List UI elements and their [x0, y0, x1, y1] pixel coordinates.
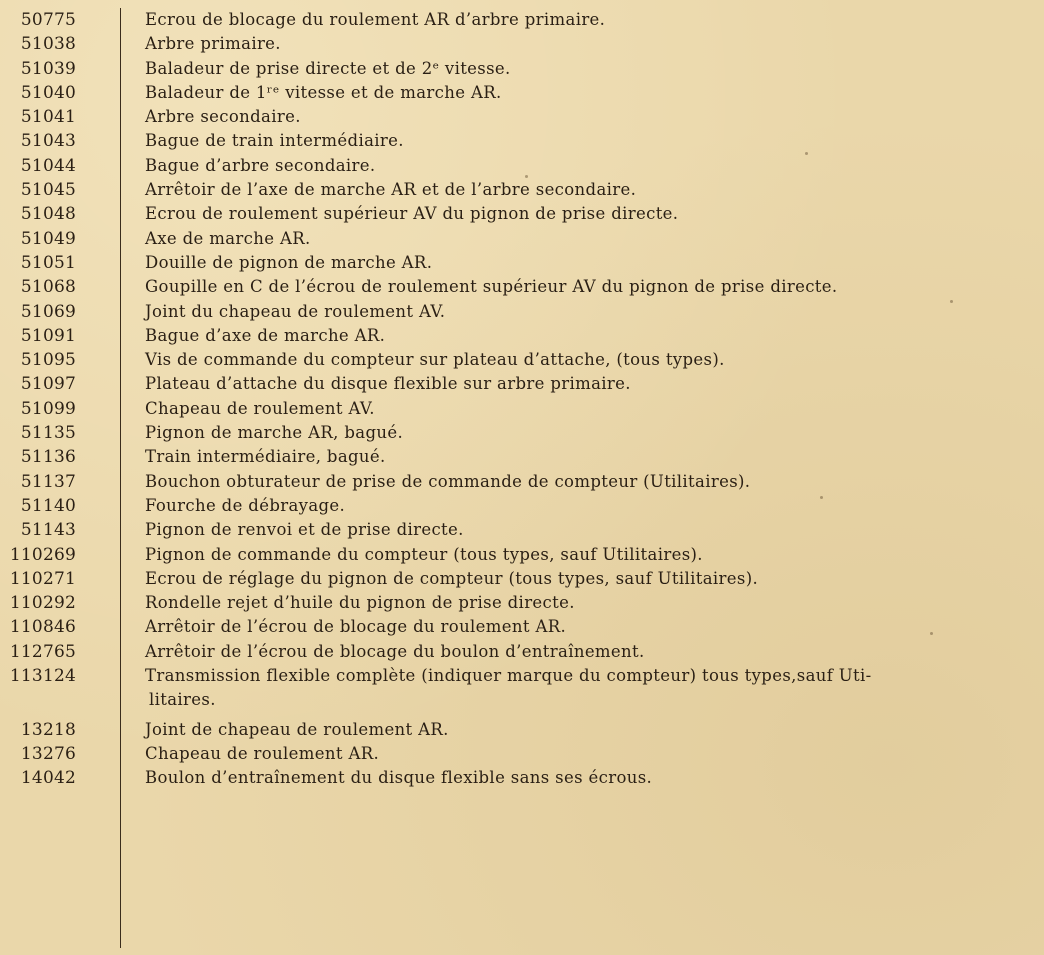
- paper-speck: [950, 300, 953, 303]
- part-code: 51045: [20, 180, 76, 201]
- list-item: [0, 154, 1044, 178]
- list-item: [0, 742, 1044, 766]
- part-code: 51143: [20, 520, 76, 541]
- list-item: [0, 57, 1044, 81]
- part-description: Fourche de débrayage.: [145, 495, 346, 515]
- part-code: 51140: [20, 495, 76, 516]
- part-code: 51038: [20, 34, 76, 55]
- part-code: 51069: [20, 301, 76, 322]
- part-code: 51137: [20, 471, 76, 492]
- part-code: 51051: [20, 252, 76, 273]
- part-code: 51044: [20, 155, 76, 176]
- list-item: [0, 81, 1044, 105]
- list-item: [0, 8, 1044, 32]
- list-item: [0, 718, 1044, 742]
- part-code: 51040: [20, 82, 76, 103]
- part-description: Bague d’arbre secondaire.: [145, 155, 376, 175]
- paper-speck: [930, 632, 933, 635]
- list-item: [0, 202, 1044, 226]
- list-item: [0, 766, 1044, 790]
- part-description: Ecrou de blocage du roulement AR d’arbre primaire.: [145, 10, 606, 29]
- list-item: [0, 105, 1044, 129]
- part-description: Chapeau de roulement AV.: [145, 398, 375, 418]
- part-description: Baladeur de prise directe et de 2ᵉ vitesse.: [145, 58, 511, 78]
- list-item: [0, 324, 1044, 348]
- part-code: 51039: [20, 58, 76, 79]
- part-description: Arrêtoir de l’axe de marche AR et de l’arbre secondaire.: [145, 180, 637, 200]
- part-description: Boulon d’entraînement du disque flexible sans ses écrous.: [145, 768, 653, 788]
- part-description: Rondelle rejet d’huile du pignon de prise directe.: [145, 593, 575, 613]
- part-code: 110271: [9, 568, 76, 589]
- parts-list: [0, 8, 1044, 791]
- part-code: 51041: [20, 107, 76, 128]
- part-description: Arbre primaire.: [145, 34, 281, 54]
- list-item: [0, 664, 1044, 713]
- paper-speck: [820, 496, 823, 499]
- part-description: Vis de commande du compteur sur plateau d’attache, (tous types).: [145, 350, 725, 370]
- part-code: 51049: [20, 228, 76, 249]
- part-description: Joint du chapeau de roulement AV.: [145, 301, 446, 321]
- part-description: Plateau d’attache du disque flexible sur arbre primaire.: [145, 374, 631, 394]
- paper-speck: [805, 152, 808, 155]
- list-item: [0, 129, 1044, 153]
- part-code: 51091: [20, 325, 76, 346]
- list-item: [0, 445, 1044, 469]
- part-code: 51048: [20, 204, 76, 225]
- part-description: Bague de train intermédiaire.: [145, 131, 404, 151]
- part-description: Baladeur de 1ʳᵉ vitesse et de marche AR.: [145, 82, 502, 102]
- list-item: [0, 591, 1044, 615]
- part-code: 113124: [9, 666, 76, 687]
- part-code: 13276: [20, 743, 76, 764]
- list-item: [0, 178, 1044, 202]
- part-description: Goupille en C de l’écrou de roulement supérieur AV du pignon de prise directe.: [145, 277, 838, 297]
- list-item: [0, 494, 1044, 518]
- part-description: Train intermédiaire, bagué.: [145, 447, 386, 467]
- part-description: Bague d’axe de marche AR.: [145, 325, 386, 345]
- part-description: Arbre secondaire.: [145, 107, 301, 127]
- part-code: 51043: [20, 131, 76, 152]
- list-item: [0, 372, 1044, 396]
- part-code: 110846: [9, 617, 76, 638]
- part-code: 14042: [20, 768, 76, 789]
- part-code: 51068: [20, 277, 76, 298]
- part-description: Bouchon obturateur de prise de commande de compteur (Utilitaires).: [145, 471, 751, 491]
- part-description: Arrêtoir de l’écrou de blocage du boulon d’entraînement.: [145, 641, 645, 661]
- part-description: Ecrou de réglage du pignon de compteur (tous types, sauf Utilitaires).: [145, 568, 759, 588]
- part-code: 51135: [20, 423, 76, 444]
- part-code: 51097: [20, 374, 76, 395]
- part-description: Axe de marche AR.: [145, 228, 311, 248]
- part-description: Douille de pignon de marche AR.: [145, 252, 433, 272]
- part-description: Chapeau de roulement AR.: [145, 743, 380, 763]
- list-item: [0, 615, 1044, 639]
- list-item: [0, 348, 1044, 372]
- part-description: Arrêtoir de l’écrou de blocage du roulement AR.: [145, 617, 567, 637]
- part-description: Joint de chapeau de roulement AR.: [145, 719, 449, 739]
- part-description: Transmission flexible complète (indiquer marque du compteur) tous types,sauf Uti- litaires.: [145, 666, 872, 710]
- part-code: 110292: [9, 593, 76, 614]
- part-description: Pignon de marche AR, bagué.: [145, 423, 404, 443]
- part-description: Pignon de commande du compteur (tous types, sauf Utilitaires).: [145, 544, 703, 564]
- part-code: 13218: [20, 719, 76, 740]
- list-item: [0, 227, 1044, 251]
- part-code: 112765: [9, 641, 76, 662]
- part-code: 50775: [20, 10, 76, 30]
- part-code: 51136: [20, 447, 76, 468]
- list-item: [0, 300, 1044, 324]
- list-item: [0, 640, 1044, 664]
- list-item: [0, 518, 1044, 542]
- part-description: Ecrou de roulement supérieur AV du pignon de prise directe.: [145, 204, 679, 224]
- list-item: [0, 470, 1044, 494]
- list-item: [0, 275, 1044, 299]
- list-item: [0, 32, 1044, 56]
- part-code: 51099: [20, 398, 76, 419]
- part-description: Pignon de renvoi et de prise directe.: [145, 520, 464, 540]
- paper-speck: [525, 175, 528, 178]
- list-item: [0, 251, 1044, 275]
- part-code: 110269: [9, 544, 76, 565]
- list-item: [0, 397, 1044, 421]
- list-item: [0, 543, 1044, 567]
- list-item: [0, 567, 1044, 591]
- part-code: 51095: [20, 350, 76, 371]
- list-item: [0, 421, 1044, 445]
